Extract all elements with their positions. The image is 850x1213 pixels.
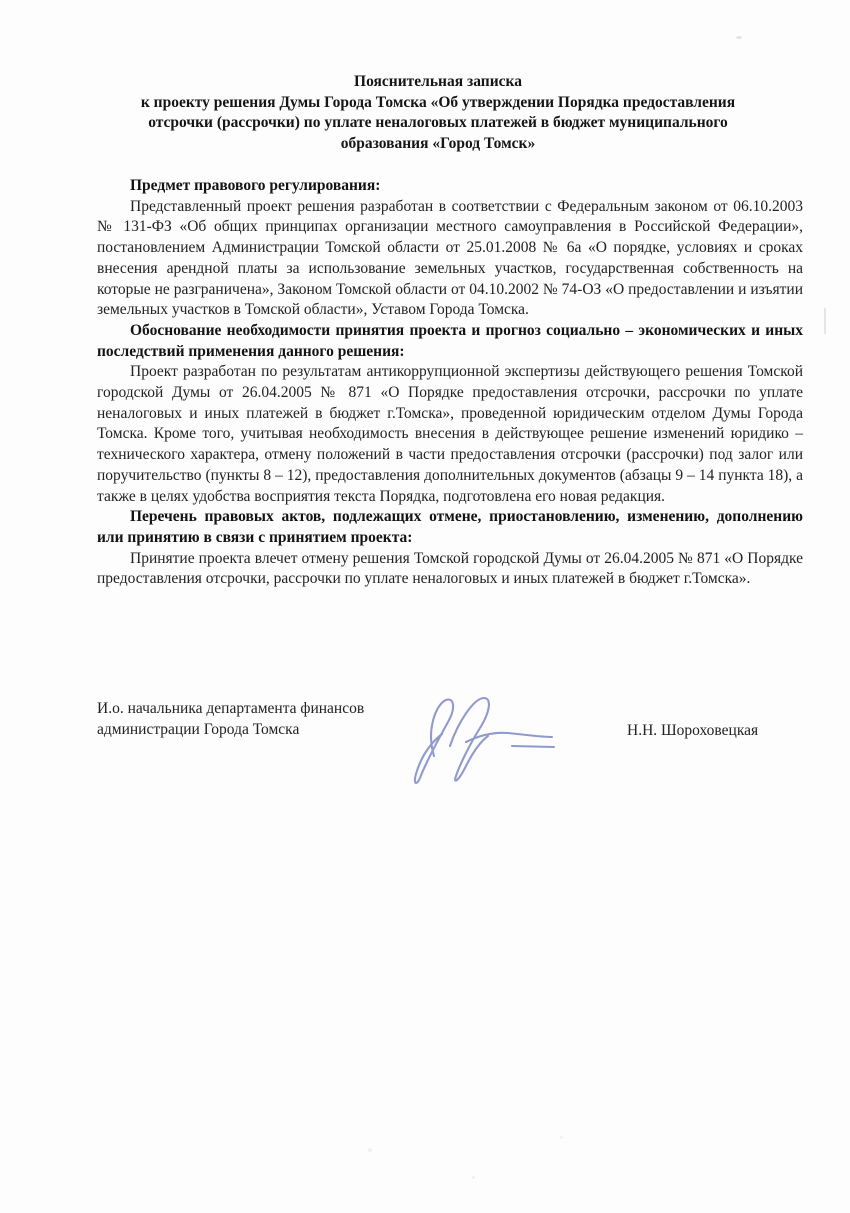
scan-artifact-line: [824, 308, 826, 334]
signer-role: [97, 698, 427, 740]
signer-role-line: администрации Города Томска: [97, 721, 300, 738]
document-title-line: Пояснительная записка: [354, 73, 522, 90]
paragraph-acts-list: Принятие проекта влечет отмену решения Томской городской Думы от 26.04.2005 № 871 «О Порядке предоставления отсрочки, рассрочки по уплате неналоговых и иных платежей в бюджет г.Томска».: [97, 549, 803, 588]
handwritten-signature-icon: [392, 690, 582, 790]
signature-block: [97, 698, 823, 818]
section-heading-subject: Предмет правового регулирования:: [130, 177, 381, 194]
document-title-line: к проекту решения Думы Города Томска «Об утверждении Порядка предоставления: [140, 93, 736, 111]
document-title: [75, 72, 801, 155]
scan-speck: [560, 1136, 563, 1139]
scan-speck: [368, 1148, 372, 1152]
section-heading-acts-list: Перечень правовых актов, подлежащих отмене, приостановлению, изменению, дополнению или принятию в связи с принятием проекта:: [97, 508, 803, 546]
document-body: [97, 176, 803, 590]
paragraph-justification: Проект разработан по результатам антикоррупционной экспертизы действующего решения Томской городской Думы от 26.04.2005 № 871 «О Порядке предоставления отсрочки, рассрочки по уплате неналоговых и иных платежей в бюджет г.Томска», проведенной юридическим отделом Думы Города Томска. Кроме того, учитывая необходимость внесения в действующее решение изменений юридико – технического характера, отмену положений в части предоставления отсрочки (рассрочки) под залог или поручительство (пункты 8 – 12), предоставления дополнительных документов (абзацы 9 – 14 пункта 18), а также в целях удобства восприятия текста Порядка, подготовлена его новая редакция.: [97, 363, 803, 505]
document-title-line: образования «Город Томск»: [340, 135, 536, 153]
signer-name: Н.Н. Шороховецкая: [627, 722, 759, 739]
document-title-line: отсрочки (рассрочки) по уплате неналоговых платежей в бюджет муниципального: [148, 114, 728, 132]
paragraph-subject: Представленный проект решения разработан в соответствии с Федеральным законом от 06.10.2003 № 131-ФЗ «Об общих принципах организации местного самоуправления в Российской Федерации», постановлением Администрации Томской области от 25.01.2008 № 6а «О порядке, условиях и сроках внесения арендной платы за использование земельных участков, государственная собственность на которые не разграничена», Законом Томской области от 04.10.2002 № 74-ОЗ «О предоставлении и изъятии земельных участков в Томской области», Уставом Города Томска.: [97, 197, 803, 319]
section-heading-justification: Обоснование необходимости принятия проекта и прогноз социально – экономических и иных последствий применения данного решения:: [97, 321, 803, 360]
scan-speck: [472, 1176, 475, 1179]
scan-speck: [736, 36, 742, 39]
signer-role-line: И.о. начальника департамента финансов: [97, 700, 365, 717]
